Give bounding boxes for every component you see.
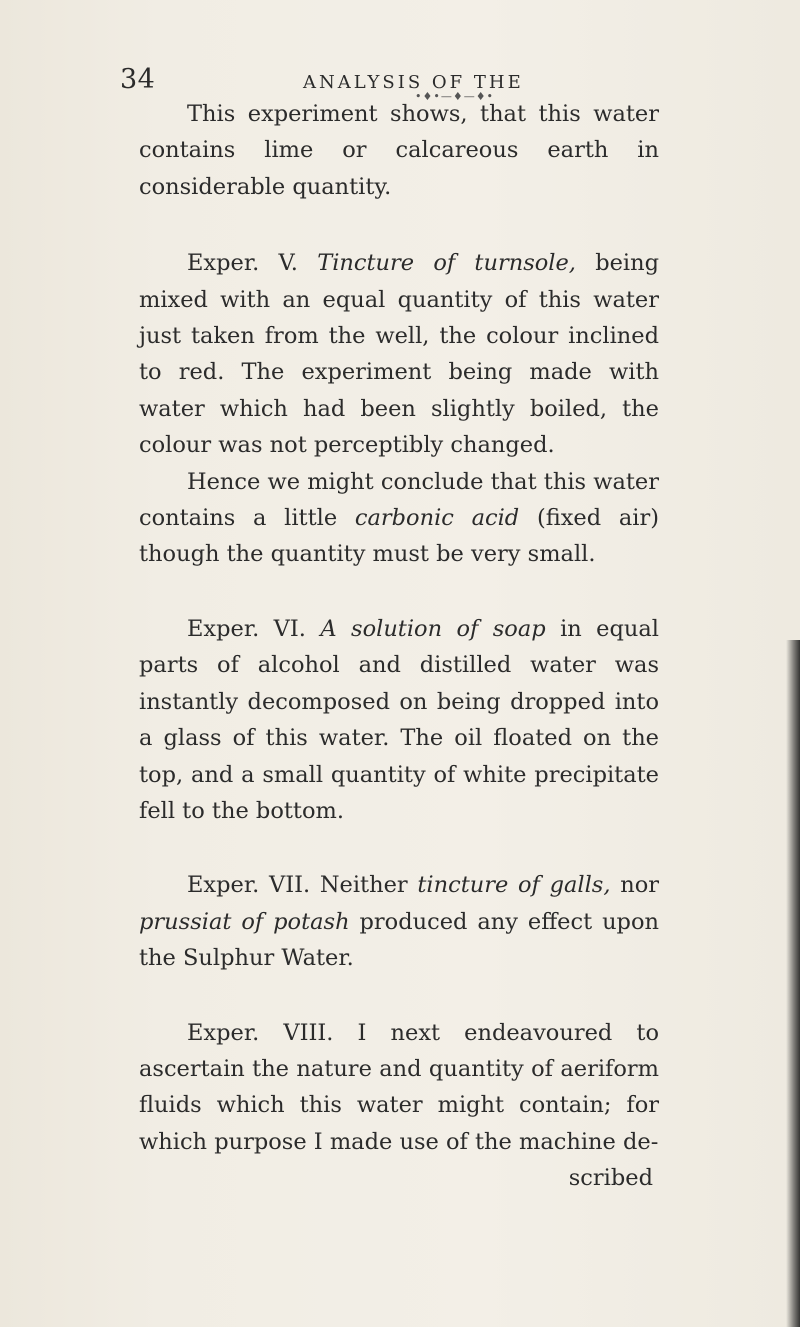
experiment-label: Exper. VI.	[187, 615, 306, 642]
paragraph-1: This experiment shows, that this water contains lime or calcareous earth in considerable quantity.	[139, 101, 659, 200]
reagent-name: prussiat of potash	[139, 908, 350, 935]
header-ornament: •♦•—♦—♦•	[415, 90, 495, 103]
reagent-name: A solution of soap	[320, 615, 546, 642]
paragraph-conclusion: Hence we might conclude that this water contains a little carbonic acid (fixed air) though the quantity must be very small.	[139, 468, 659, 568]
experiment-label: Exper. VII.	[187, 872, 311, 899]
running-head: ANALYSIS OF THE	[303, 72, 524, 93]
catchword: scribed	[568, 1165, 653, 1192]
experiment-label: Exper. V.	[187, 250, 298, 277]
page-edge-shadow	[786, 640, 800, 1327]
paragraph-exper-7: Exper. VII. Neither tincture of galls, nor prussiat of potash produced any effect upon the Sulphur Water.	[139, 872, 659, 972]
experiment-label: Exper. VIII.	[187, 1019, 334, 1046]
reagent-name: carbonic acid	[354, 505, 520, 532]
reagent-name: tincture of galls,	[417, 872, 611, 899]
page-number: 34	[120, 64, 156, 95]
paragraph-exper-8: Exper. VIII. I next endeavoured to ascertain the nature and quantity of aeriform fluids which this water might contain; for which purpose I made use of the machine de- scribed	[139, 1015, 659, 1197]
paragraph-exper-5: Exper. V. Tincture of turnsole, being mixed with an equal quantity of this water just taken from the well, the colour inclined to red. The experiment being made with water which had been slightly boiled, the colour was not perceptibly changed.	[139, 250, 660, 459]
reagent-name: Tincture of turnsole,	[317, 250, 576, 277]
body-text	[139, 96, 659, 1197]
paragraph-exper-6: Exper. VI. A solution of soap in equal parts of alcohol and distilled water was instantly decomposed on being dropped into a glass of this water. The oil floated on the top, and a small quantity of white precipitate fell to the bottom.	[139, 615, 659, 824]
